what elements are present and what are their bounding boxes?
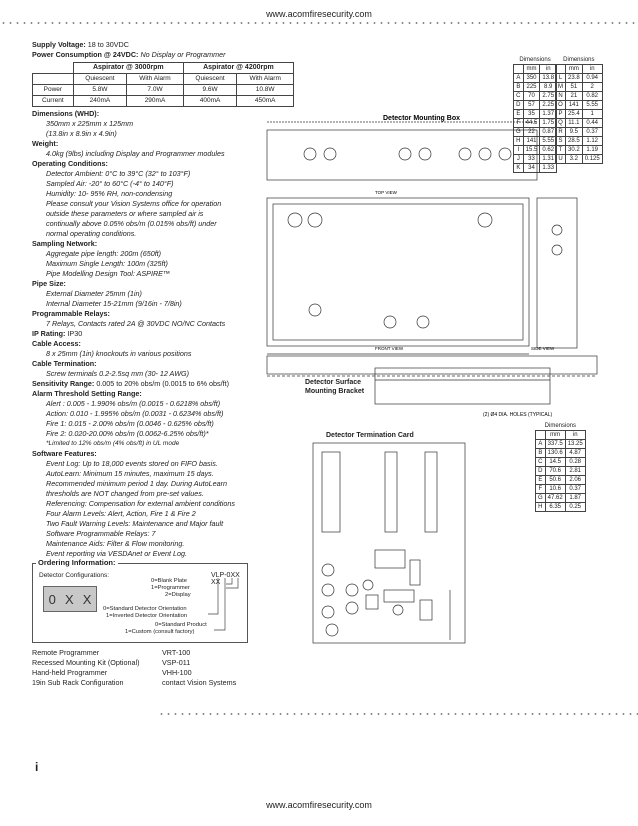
dim-cell: C [536,458,546,467]
dim-title: Dimensions [519,57,551,63]
software-line: Two Fault Warning Levels: Maintenance and Major fault [46,519,224,528]
accessories [32,648,236,688]
pipe-label: Pipe Size: [32,279,66,288]
dim-cell: F [536,485,546,494]
software-line: Event reporting via VESDAnet or Event Log. [46,549,188,558]
order-note: 1=Programmer [151,585,190,591]
dim-cell: I [514,146,524,155]
software-line: thresholds are NOT changed from pre-set values. [46,489,204,498]
power-group-1: Aspirator @ 3000rpm [73,63,183,74]
dim-cell: 35 [523,110,540,119]
software-line: Maintenance Aids: Filter & Flow monitoring. [46,539,185,548]
dim-row [536,476,586,485]
dim-cell: 33 [523,155,540,164]
dim-unit: in [582,65,602,74]
alarm-line: *Limited to 12% obs/m (4% obs/ft) in UL mode [46,440,180,447]
cable-access-line: 8 x 25mm (1in) knockouts in various positions [46,349,192,358]
dim-cell: L [556,74,566,83]
dim-cell: 1.75 [540,119,557,128]
dim-cell: B [514,83,524,92]
side-view-label: SIDE VIEW [531,346,555,351]
dim-cell: P [556,110,566,119]
header-dotted-rule [0,22,638,24]
ordering-title: Ordering Information: [38,558,116,567]
mounting-box-title: Detector Mounting Box [383,115,460,122]
operating-line: Humidity: 10- 95% RH, non-condensing [46,189,173,198]
power-cell: 9.6W [183,85,236,96]
dim-unit: mm [566,65,583,74]
front-view-label: FRONT VIEW [375,346,404,351]
dim-cell: A [536,440,546,449]
dimensions-line: (13.8in x 8.9in x 4.9in) [46,129,117,138]
dim-cell: 4.87 [565,449,585,458]
dim-cell: 3.2 [566,155,583,164]
ip-label: IP Rating: [32,329,66,338]
dim-cell: 25.4 [566,110,583,119]
power-cell: 7.0W [127,85,184,96]
power-cell: 400mA [183,96,236,107]
dim-cell: 0.82 [582,92,602,101]
configs-label: Detector Configurations: [39,572,110,579]
relays-line: 7 Relays, Contacts rated 2A @ 30VDC NO/NC Contacts [46,319,226,328]
dim-cell: 2.81 [565,467,585,476]
accessory-name: Remote Programmer [32,648,100,657]
dim-cell: 141 [566,101,583,110]
dim-cell: 11.1 [566,119,583,128]
software-line: Event Log: Up to 18,000 events stored on FIFO basis. [46,459,218,468]
sampling-line: Maximum Single Length: 100m (325ft) [46,259,168,268]
sampling-label: Sampling Network: [32,239,98,248]
dim-row [536,440,586,449]
dim-cell: 23.8 [566,74,583,83]
surface-bracket-title: Detector Surface Mounting Bracket [305,379,365,395]
dim-cell: 13.8 [540,74,557,83]
dim-cell: 0.125 [582,155,602,164]
dim-cell: Q [556,119,566,128]
dim-cell: 141 [523,137,540,146]
dim-cell: 2.06 [565,476,585,485]
termination-card-title: Detector Termination Card [326,432,414,439]
dim-unit: mm [523,65,540,74]
power-subhead: With Alarm [237,74,294,85]
box-side-elevation [537,198,577,348]
dim-cell: J [514,155,524,164]
dim-cell: 1 [582,110,602,119]
operating-label: Operating Conditions: [32,159,108,168]
dim-row [514,101,557,110]
operating-line: normal operating conditions. [46,229,137,238]
dim-cell: 2 [582,83,602,92]
dim-row [514,74,557,83]
dim-unit: in [565,431,585,440]
cable-term-line: Screw terminals 0.2-2.5sq mm (30- 12 AWG) [46,369,189,378]
power-subhead: Quiescent [73,74,126,85]
dim-cell: 1.12 [582,137,602,146]
box-front-plan [267,198,529,346]
dim-row [556,74,603,83]
dimensions-label: Dimensions (WHD): [32,109,100,118]
accessory-name: Hand-held Programmer [32,668,108,677]
dim-cell: 13.25 [565,440,585,449]
software-label: Software Features: [32,449,97,458]
dim-cell: S [556,137,566,146]
software-line: Software Programmable Relays: 7 [46,529,156,538]
order-note: 1=Inverted Detector Orientation [106,613,188,619]
accessory-code: VRT-100 [162,648,191,657]
dim-cell: 15.5 [523,146,540,155]
weight-line: 4.0kg (9lbs) including Display and Programmer modules [46,149,225,158]
order-note: 2=Display [165,592,191,598]
dim-cell: H [514,137,524,146]
code-box: X [64,591,74,607]
power-value: No Display or Programmer [140,50,226,59]
order-note: 0=Blank Plate [151,578,187,584]
dimensions-line: 350mm x 225mm x 125mm [46,119,134,128]
supply-value: 18 to 30VDC [87,40,129,49]
dim-cell: N [556,92,566,101]
order-note: 0=Standard Product [155,622,207,628]
operating-line: continually above 0.05% obs/m (0.015% obs/ft) under [46,219,217,228]
power-table [32,62,294,107]
dim-cell: 57 [523,101,540,110]
order-note: 0=Standard Detector Orientation [103,606,187,612]
dim-row [514,92,557,101]
order-note: 1=Custom (consult factory) [125,629,195,635]
power-cell: 290mA [127,96,184,107]
dim-row [536,449,586,458]
dim-cell: B [536,449,546,458]
dim-cell: 2.75 [540,92,557,101]
sensitivity-label: Sensitivity Range: [32,379,95,388]
dim-row [556,101,603,110]
dim-title: Dimensions [544,423,577,429]
dim-unit: in [540,65,557,74]
order-code: VLP-0XX XX [211,572,240,586]
dim-cell: 5.55 [540,137,557,146]
dim-row [514,83,557,92]
dim-cell: 14.5 [545,458,565,467]
software-line: Referencing: Compensation for external ambient conditions [46,499,235,508]
operating-line: outside these parameters or where sampled air is [46,209,204,218]
supply-label: Supply Voltage: [32,40,86,49]
dim-cell: 0.28 [565,458,585,467]
dim-row [536,458,586,467]
dim-cell: 337.5 [545,440,565,449]
dim-cell: 1.19 [582,146,602,155]
dim-cell: F [514,119,524,128]
slot-holes-label: (2) Ø4 DIA. HOLES (TYPICAL) [483,412,553,418]
sampling-line: Pipe Modelling Design Tool: ASPIRE™ [46,269,171,278]
dim-cell: 1.31 [540,155,557,164]
dim-cell: O [556,101,566,110]
dim-cell: E [514,110,524,119]
dim-row [536,494,586,503]
power-cell: 450mA [237,96,294,107]
dim-cell: 30.2 [566,146,583,155]
pipe-line: External Diameter 25mm (1in) [46,289,142,298]
footer-dotted-rule [158,713,638,715]
power-subhead: With Alarm [127,74,184,85]
dim-row [536,485,586,494]
dim-unit: mm [545,431,565,440]
dim-cell: M [556,83,566,92]
order-notes-product [125,622,207,636]
dim-cell: C [514,92,524,101]
page-number: i [35,760,39,774]
software-line: Four Alarm Levels: Alert, Action, Fire 1 & Fire 2 [46,509,196,518]
power-cell: 10.8W [237,85,294,96]
dim-cell: 0.37 [582,128,602,137]
dim-cell: 225 [523,83,540,92]
alarm-line: Fire 1: 0.015 - 2.00% obs/m (0.0046 - 0.625% obs/ft) [46,419,214,428]
dim-cell: D [514,101,524,110]
dim-cell: 350 [523,74,540,83]
order-notes [151,578,191,599]
ip-value: IP30 [67,329,83,338]
dim-cell: G [514,128,524,137]
dim-row [556,83,603,92]
dim-row [556,92,603,101]
dim-cell: 8.9 [540,83,557,92]
dim-cell: A [514,74,524,83]
dim-cell: 0.37 [565,485,585,494]
power-row-label: Current [33,96,74,107]
software-line: AutoLearn: Minimum 15 minutes, maximum 15 days. [46,469,214,478]
software-line: Recommended minimum period 1 day. During AutoLearn [46,479,227,488]
dim-cell: K [514,164,524,173]
pipe-line: Internal Diameter 15-21mm (9/16in - 7/8in) [46,299,182,308]
box-top-elevation [267,130,537,180]
code-box: 0 [48,591,56,607]
code-box: X [82,591,92,607]
operating-line: Please consult your Vision Systems office for operation [46,199,222,208]
dim-cell: 47.62 [545,494,565,503]
top-view-label: TOP VIEW [375,190,397,195]
dim-cell: 44.5 [523,119,540,128]
accessory-code: contact Vision Systems [162,678,237,687]
termination-card-drawing [310,440,470,650]
alarm-label: Alarm Threshold Setting Range: [32,389,142,398]
dim-cell: 0.94 [582,74,602,83]
cable-term-label: Cable Termination: [32,359,97,368]
power-label: Power Consumption @ 24VDC: [32,50,139,59]
header-url[interactable]: www.acomfiresecurity.com [266,9,372,19]
dim-cell: E [536,476,546,485]
power-group-2: Aspirator @ 4200rpm [183,63,293,74]
operating-line: Sampled Air: -20° to 60°C (-4° to 140°F) [46,179,174,188]
accessory-code: VHH-100 [162,668,192,677]
power-row-label: Power [33,85,74,96]
dim-cell: G [536,494,546,503]
dim-cell: 50.6 [545,476,565,485]
dim-cell: H [536,503,546,512]
dim-rows [536,440,586,512]
dim-cell: 9.5 [566,128,583,137]
dim-cell: 34 [523,164,540,173]
power-subhead: Quiescent [183,74,236,85]
dim-cell: 70 [523,92,540,101]
weight-label: Weight: [32,139,59,148]
dim-cell: 6.35 [545,503,565,512]
order-notes-orientation [103,606,187,620]
dim-cell: 51 [566,83,583,92]
bracket-outline [375,368,550,404]
dim-cell: 5.55 [582,101,602,110]
dim-cell: 1.33 [540,164,557,173]
dim-cell: U [556,155,566,164]
dim-cell: R [556,128,566,137]
dim-cell: 0.44 [582,119,602,128]
sensitivity-value: 0.005 to 20% obs/m (0.0015 to 6% obs/ft) [96,379,229,388]
dim-cell: 130.6 [545,449,565,458]
dim-cell: 10.6 [545,485,565,494]
operating-line: Detector Ambient: 0°C to 39°C (32° to 103°F) [46,169,191,178]
dim-title: Dimensions [563,57,595,63]
alarm-line: Alert : 0.005 - 1.990% obs/m (0.0015 - 0.6218% obs/ft) [46,399,221,408]
power-cell: 240mA [73,96,126,107]
alarm-line: Fire 2: 0.020-20.00% obs/m (0.0062-6.25% obs/ft)* [46,429,209,438]
dim-cell: 1.87 [565,494,585,503]
dim-cell: D [536,467,546,476]
card-outline [313,443,465,643]
accessory-name: Recessed Mounting Kit (Optional) [32,658,140,667]
dim-cell: 70.6 [545,467,565,476]
sampling-line: Aggregate pipe length: 200m (650ft) [46,249,162,258]
dim-cell: 1.37 [540,110,557,119]
accessory-name: 19in Sub Rack Configuration [32,678,124,687]
dim-row [536,467,586,476]
dimension-table-3 [535,422,586,512]
dim-cell: 28.5 [566,137,583,146]
dim-cell: 0.62 [540,146,557,155]
dim-cell: 22 [523,128,540,137]
dim-cell: 0.87 [540,128,557,137]
dim-cell: T [556,146,566,155]
footer-url[interactable]: www.acomfiresecurity.com [266,800,372,810]
dim-cell: 21 [566,92,583,101]
power-cell: 5.8W [73,85,126,96]
relays-label: Programmable Relays: [32,309,110,318]
dim-row [536,503,586,512]
accessory-code: VSP-011 [162,658,191,667]
cable-access-label: Cable Access: [32,339,81,348]
ordering-box [32,558,248,643]
dim-cell: 2.25 [540,101,557,110]
alarm-line: Action: 0.010 - 1.995% obs/m (0.0031 - 0.6234% obs/ft) [46,409,224,418]
dim-cell: 0.25 [565,503,585,512]
